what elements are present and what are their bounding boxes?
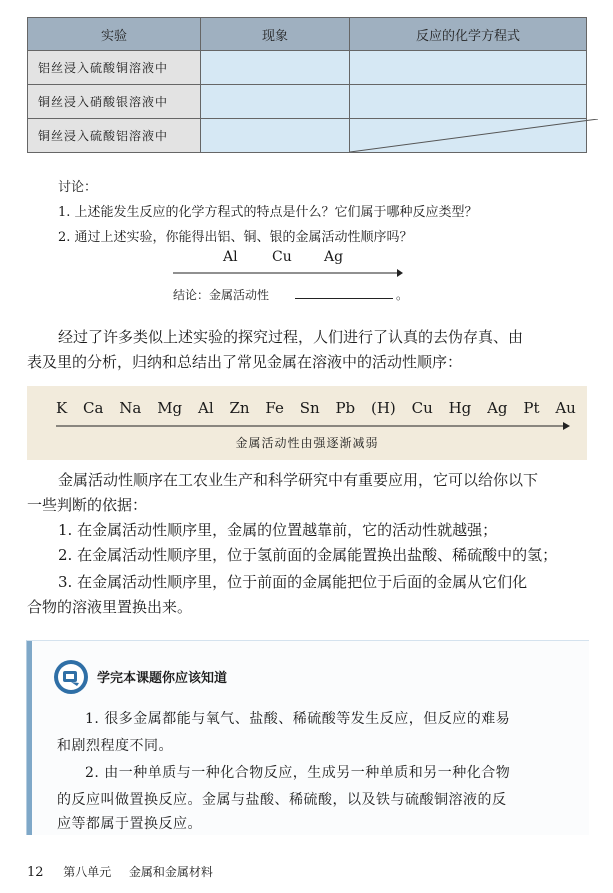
series-item: Pb xyxy=(335,399,356,417)
summary-title: 学完本课题你应该知道 xyxy=(97,671,228,686)
table-cell-equation xyxy=(350,119,587,153)
application-item-2: 2. 在金属活动性顺序里，位于氢前面的金属能置换出盐酸、稀硫酸中的氢； xyxy=(58,546,558,564)
series-item: Na xyxy=(119,399,142,417)
application-line-2: 一些判断的依据： xyxy=(27,496,148,514)
table-cell-equation xyxy=(350,85,587,119)
footer-unit: 第八单元 xyxy=(63,865,112,879)
table-header-experiment: 实验 xyxy=(28,18,201,51)
series-item: Fe xyxy=(265,399,284,417)
summary-point-2-line-1: 2. 由一种单质与一种化合物反应，生成另一种单质和另一种化合物 xyxy=(85,765,511,781)
summary-point-1-line-1: 1. 很多金属都能与氧气、盐酸、稀硫酸等发生反应，但反应的难易 xyxy=(85,711,511,727)
series-arrow-icon xyxy=(56,421,570,431)
table-row xyxy=(28,119,587,153)
series-item: Hg xyxy=(448,399,472,417)
conclusion-label: 结论：金属活动性 xyxy=(173,288,270,302)
page-footer xyxy=(27,863,213,880)
learning-icon xyxy=(53,659,89,695)
metal-ag: Ag xyxy=(324,249,344,265)
series-item: Pt xyxy=(523,399,540,417)
series-item: K xyxy=(56,399,68,417)
conclusion-blank xyxy=(295,298,393,299)
application-item-3-line-1: 3. 在金属活动性顺序里，位于前面的金属能把位于后面的金属从它们化 xyxy=(58,573,528,591)
discussion-question-2: 2. 通过上述实验，你能得出铝、铜、银的金属活动性顺序吗？ xyxy=(58,230,413,245)
summary-point-2-line-3: 应等都属于置换反应。 xyxy=(57,816,202,832)
metal-al: Al xyxy=(223,249,238,265)
table-cell-equation xyxy=(350,51,587,85)
intro-line-2: 表及里的分析，归纳和总结出了常见金属在溶液中的活动性顺序： xyxy=(27,353,463,371)
series-item: (H) xyxy=(370,399,396,417)
page-number: 12 xyxy=(27,865,44,880)
series-item: Zn xyxy=(229,399,250,417)
activity-series-row xyxy=(56,399,576,417)
series-item: Ca xyxy=(83,399,104,417)
summary-point-2-line-2: 的反应叫做置换反应。金属与盐酸、稀硫酸，以及铁与硫酸铜溶液的反 xyxy=(57,792,507,808)
table-cell-phenomenon xyxy=(201,119,350,153)
series-item: Cu xyxy=(411,399,433,417)
application-item-3-line-2: 合物的溶液里置换出来。 xyxy=(27,598,193,616)
table-cell-phenomenon xyxy=(201,85,350,119)
series-item: Mg xyxy=(157,399,183,417)
discussion-heading: 讨论： xyxy=(58,180,98,195)
series-item: Al xyxy=(198,399,214,417)
activity-series-box xyxy=(27,386,587,460)
table-cell-experiment: 铝丝浸入硫酸铜溶液中 xyxy=(28,51,201,85)
series-item: Au xyxy=(555,399,576,417)
summary-box xyxy=(26,640,589,835)
summary-accent-bar xyxy=(27,641,32,835)
application-item-1: 1. 在金属活动性顺序里，金属的位置越靠前，它的活动性就越强； xyxy=(58,521,498,539)
table-header-row xyxy=(28,18,587,51)
activity-series-caption: 金属活动性由强逐渐减弱 xyxy=(235,436,379,450)
application-line-1: 金属活动性顺序在工农业生产和科学研究中有重要应用，它可以给你以下 xyxy=(58,471,539,489)
table-cell-phenomenon xyxy=(201,51,350,85)
discussion-question-1: 1. 上述能发生反应的化学方程式的特点是什么？它们属于哪种反应类型？ xyxy=(58,205,478,220)
metal-cu: Cu xyxy=(272,249,292,265)
table-row xyxy=(28,51,587,85)
experiment-table xyxy=(27,17,587,153)
diagonal-line xyxy=(350,119,598,152)
table-row xyxy=(28,85,587,119)
table-cell-experiment: 铜丝浸入硫酸铝溶液中 xyxy=(28,119,201,153)
conclusion-period: 。 xyxy=(396,288,409,302)
table-cell-experiment: 铜丝浸入硝酸银溶液中 xyxy=(28,85,201,119)
footer-title: 金属和金属材料 xyxy=(128,865,213,879)
series-item: Sn xyxy=(299,399,320,417)
table-header-phenomenon: 现象 xyxy=(201,18,350,51)
table-header-equation: 反应的化学方程式 xyxy=(350,18,587,51)
summary-point-1-line-2: 和剧烈程度不同。 xyxy=(57,738,173,754)
series-item: Ag xyxy=(487,399,508,417)
arrow-icon xyxy=(173,268,403,278)
intro-line-1: 经过了许多类似上述实验的探究过程，人们进行了认真的去伪存真、由 xyxy=(58,328,524,346)
